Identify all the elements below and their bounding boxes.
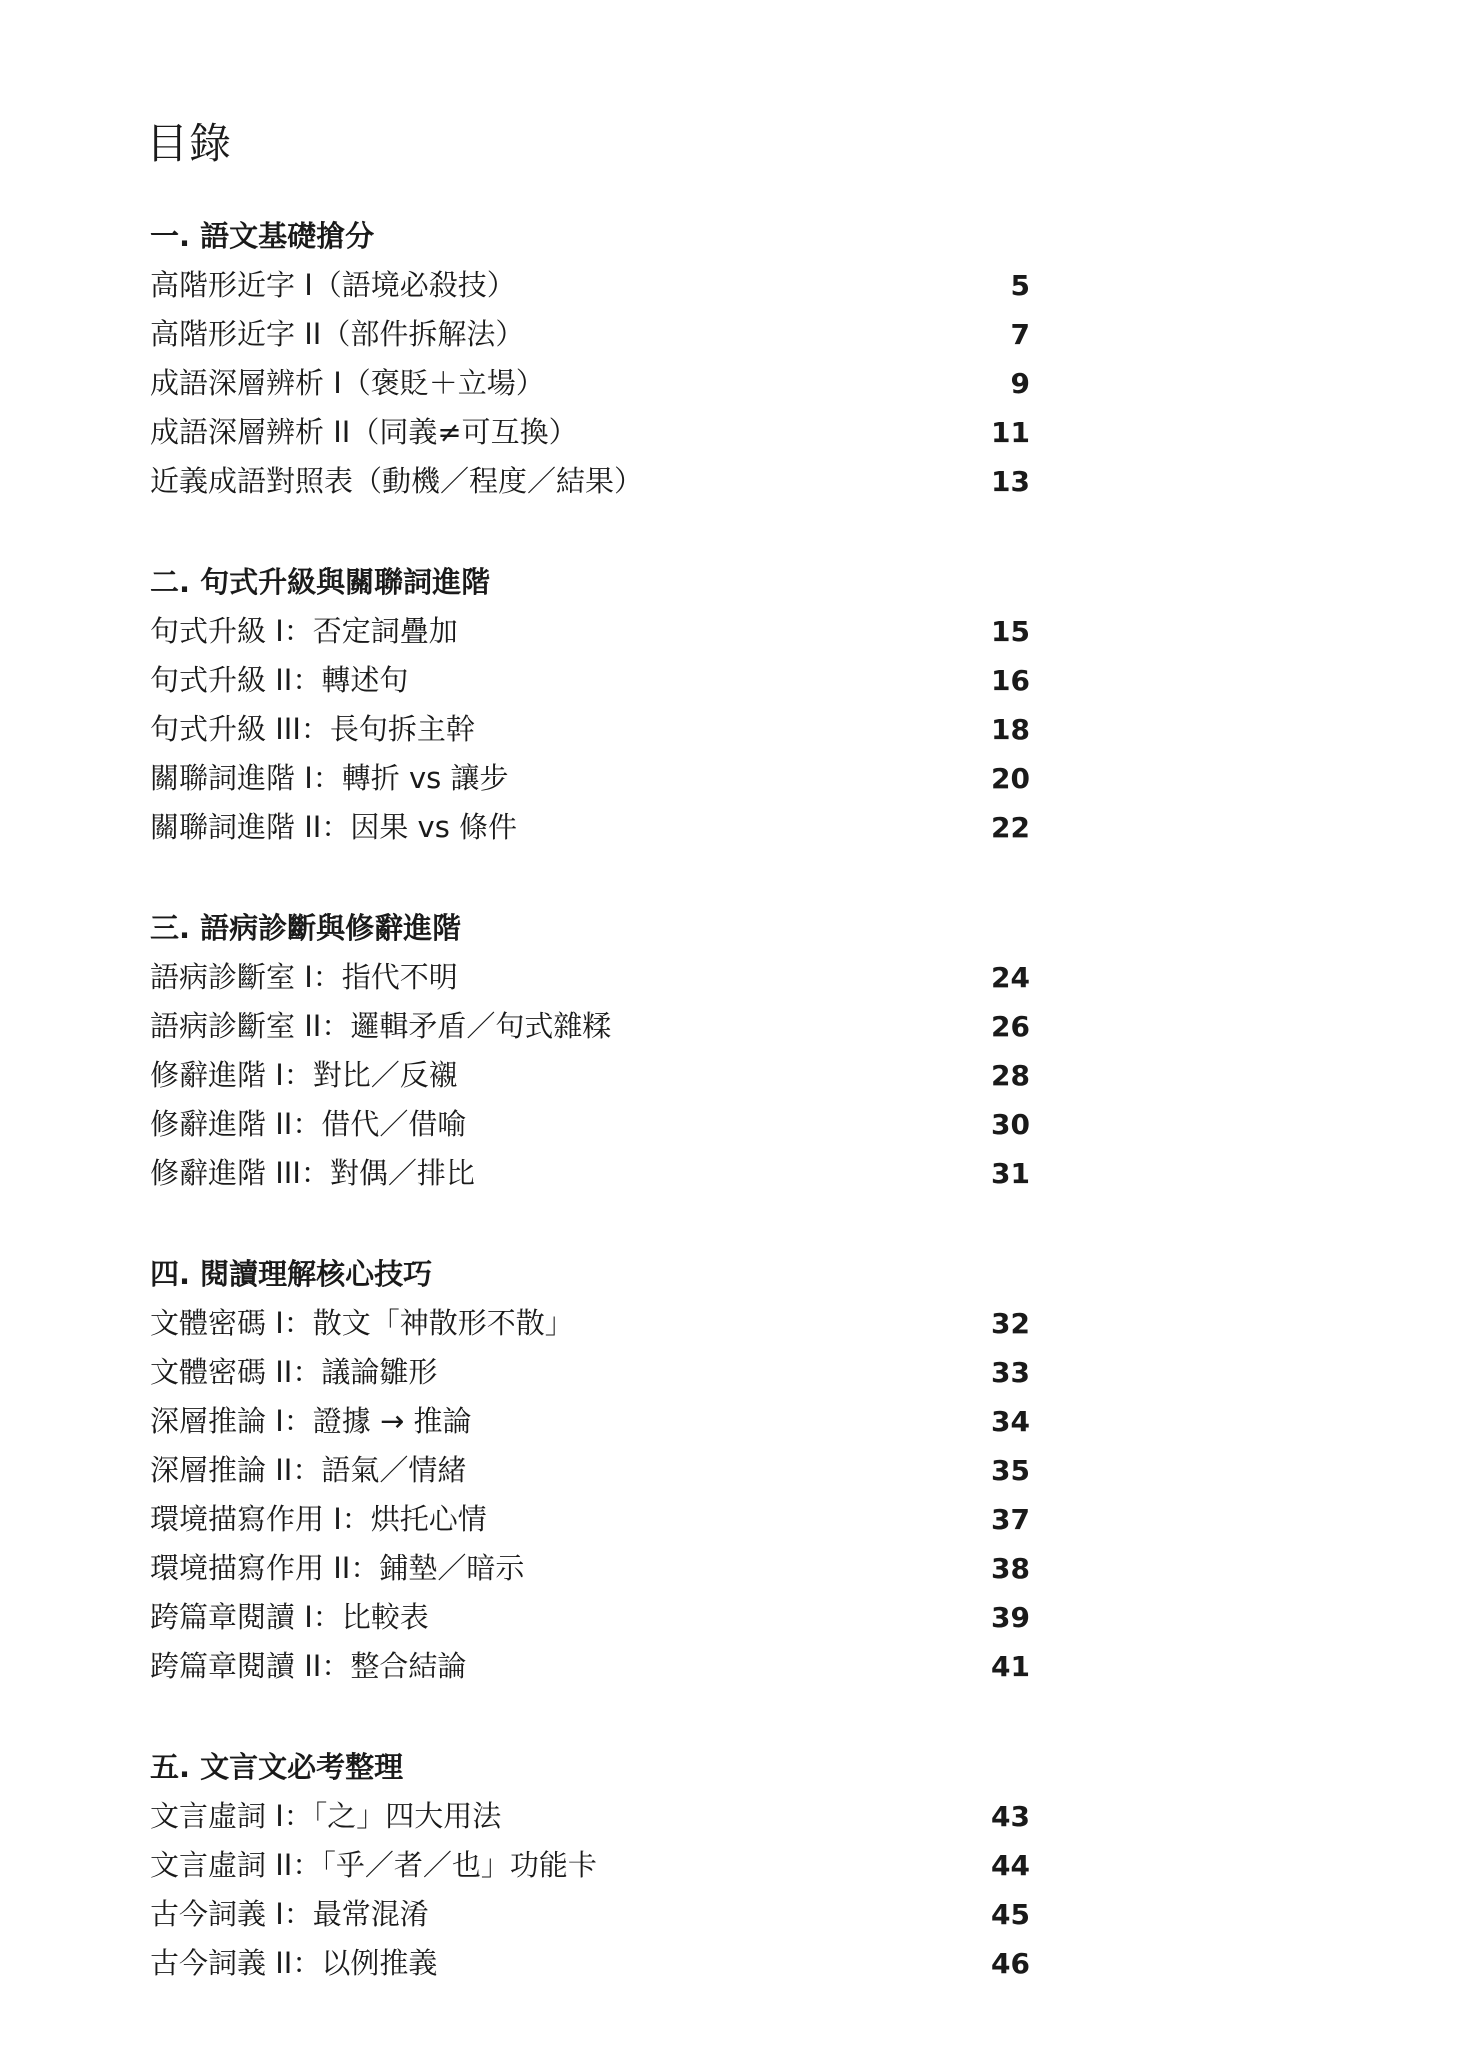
toc-entry[interactable]	[150, 1149, 1030, 1198]
toc-entry[interactable]	[150, 1051, 1030, 1100]
entry-page-number: 28	[991, 1059, 1030, 1092]
entry-page-number: 9	[1010, 367, 1030, 400]
entry-title: 環境描寫作用 I：烘托心情	[150, 1502, 487, 1536]
entry-title: 修辭進階 II：借代／借喻	[150, 1107, 467, 1141]
entry-page-number: 31	[991, 1157, 1030, 1190]
entry-title: 關聯詞進階 II：因果 vs 條件	[150, 810, 518, 844]
toc-entry[interactable]	[150, 705, 1030, 754]
entry-page-number: 39	[991, 1601, 1030, 1634]
section-heading: 四. 閱讀理解核心技巧	[150, 1257, 433, 1291]
toc-entry[interactable]	[150, 457, 1030, 506]
toc-entry[interactable]	[150, 408, 1030, 457]
toc-entry[interactable]	[150, 1397, 1030, 1446]
entry-page-number: 30	[991, 1108, 1030, 1141]
entry-title: 修辭進階 I：對比／反襯	[150, 1058, 458, 1092]
entry-page-number: 41	[991, 1650, 1030, 1683]
entry-title: 近義成語對照表（動機／程度／結果）	[150, 464, 644, 498]
section-entries	[150, 1299, 1030, 1691]
entry-page-number: 26	[991, 1010, 1030, 1043]
entry-page-number: 13	[991, 465, 1030, 498]
entry-title: 句式升級 I：否定詞疊加	[150, 614, 458, 648]
toc-section	[150, 1743, 1030, 1988]
entry-page-number: 7	[1010, 318, 1030, 351]
toc-title: 目錄	[146, 119, 233, 168]
toc-entry[interactable]	[150, 359, 1030, 408]
entry-page-number: 15	[991, 615, 1030, 648]
entry-page-number: 18	[991, 713, 1030, 746]
section-entries	[150, 261, 1030, 506]
toc-entry[interactable]	[150, 1495, 1030, 1544]
entry-page-number: 45	[991, 1898, 1030, 1931]
entry-page-number: 32	[991, 1307, 1030, 1340]
toc-section	[150, 1250, 1030, 1691]
entry-page-number: 20	[991, 762, 1030, 795]
toc-entry[interactable]	[150, 1348, 1030, 1397]
entry-title: 環境描寫作用 II：鋪墊／暗示	[150, 1551, 525, 1585]
entry-page-number: 44	[991, 1849, 1030, 1882]
section-heading: 二. 句式升級與關聯詞進階	[150, 565, 491, 599]
toc-section	[150, 904, 1030, 1198]
toc-entry[interactable]	[150, 1841, 1030, 1890]
entry-page-number: 35	[991, 1454, 1030, 1487]
entry-page-number: 11	[991, 416, 1030, 449]
toc-entry[interactable]	[150, 803, 1030, 852]
entry-title: 成語深層辨析 II（同義≠可互換）	[150, 415, 578, 449]
toc-entry[interactable]	[150, 656, 1030, 705]
entry-title: 高階形近字 I（語境必殺技）	[150, 268, 516, 302]
toc-entry[interactable]	[150, 953, 1030, 1002]
entry-title: 語病診斷室 II：邏輯矛盾／句式雜糅	[150, 1009, 612, 1043]
entry-title: 古今詞義 II：以例推義	[150, 1946, 438, 1980]
toc-entry[interactable]	[150, 1299, 1030, 1348]
section-entries	[150, 607, 1030, 852]
entry-title: 句式升級 II：轉述句	[150, 663, 409, 697]
table-of-contents	[150, 212, 1030, 2040]
entry-page-number: 24	[991, 961, 1030, 994]
section-heading: 一. 語文基礎搶分	[150, 219, 375, 253]
entry-title: 文體密碼 I：散文「神散形不散」	[150, 1306, 574, 1340]
section-heading: 五. 文言文必考整理	[150, 1750, 404, 1784]
entry-page-number: 38	[991, 1552, 1030, 1585]
entry-title: 文言虛詞 II：「乎／者／也」功能卡	[150, 1848, 597, 1882]
toc-entry[interactable]	[150, 1100, 1030, 1149]
entry-title: 跨篇章閱讀 II：整合結論	[150, 1649, 467, 1683]
toc-entry[interactable]	[150, 1593, 1030, 1642]
entry-title: 深層推論 II：語氣／情緒	[150, 1453, 467, 1487]
entry-title: 古今詞義 I：最常混淆	[150, 1897, 429, 1931]
entry-title: 關聯詞進階 I：轉折 vs 讓步	[150, 761, 509, 795]
entry-title: 語病診斷室 I：指代不明	[150, 960, 458, 994]
entry-title: 文言虛詞 I：「之」四大用法	[150, 1799, 502, 1833]
entry-title: 高階形近字 II（部件拆解法）	[150, 317, 525, 351]
entry-page-number: 34	[991, 1405, 1030, 1438]
entry-page-number: 33	[991, 1356, 1030, 1389]
entry-title: 深層推論 I：證據 → 推論	[150, 1404, 472, 1438]
toc-entry[interactable]	[150, 1642, 1030, 1691]
entry-page-number: 16	[991, 664, 1030, 697]
entry-title: 文體密碼 II：議論雛形	[150, 1355, 438, 1389]
entry-title: 修辭進階 III：對偶／排比	[150, 1156, 475, 1190]
entry-title: 跨篇章閱讀 I：比較表	[150, 1600, 429, 1634]
entry-title: 句式升級 III：長句拆主幹	[150, 712, 475, 746]
toc-entry[interactable]	[150, 607, 1030, 656]
entry-page-number: 43	[991, 1800, 1030, 1833]
entry-title: 成語深層辨析 I（褒貶＋立場）	[150, 366, 545, 400]
toc-entry[interactable]	[150, 1446, 1030, 1495]
entry-page-number: 5	[1010, 269, 1030, 302]
section-entries	[150, 1792, 1030, 1988]
section-entries	[150, 953, 1030, 1198]
toc-entry[interactable]	[150, 1890, 1030, 1939]
entry-page-number: 46	[991, 1947, 1030, 1980]
toc-entry[interactable]	[150, 261, 1030, 310]
toc-entry[interactable]	[150, 1002, 1030, 1051]
toc-entry[interactable]	[150, 754, 1030, 803]
toc-entry[interactable]	[150, 1544, 1030, 1593]
entry-page-number: 37	[991, 1503, 1030, 1536]
toc-section	[150, 558, 1030, 852]
toc-entry[interactable]	[150, 310, 1030, 359]
toc-entry[interactable]	[150, 1792, 1030, 1841]
entry-page-number: 22	[991, 811, 1030, 844]
toc-section	[150, 212, 1030, 506]
toc-entry[interactable]	[150, 1939, 1030, 1988]
section-heading: 三. 語病診斷與修辭進階	[150, 911, 462, 945]
